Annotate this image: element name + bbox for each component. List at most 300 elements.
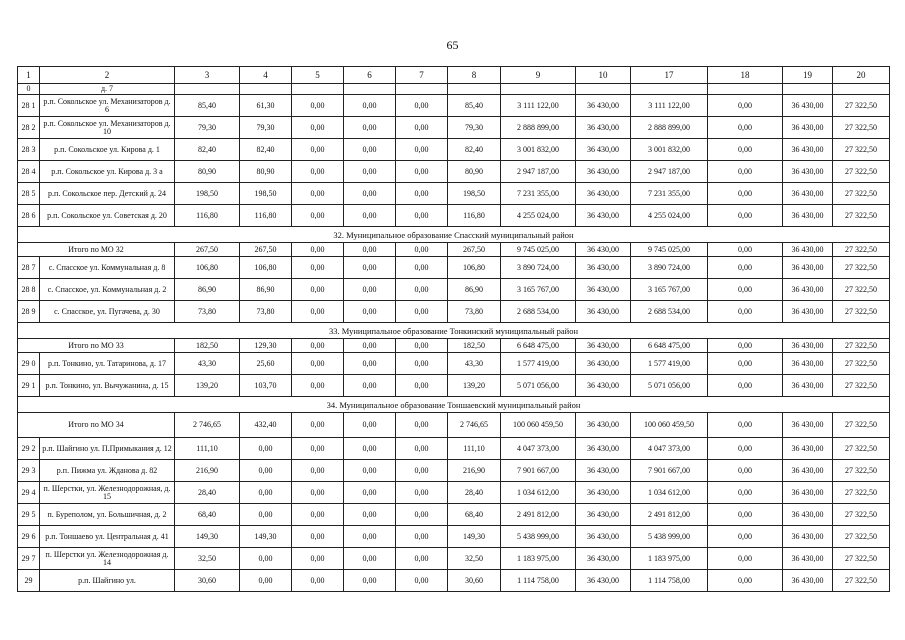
table-cell: 149,30 xyxy=(240,526,292,548)
table-cell: 36 430,00 xyxy=(576,353,631,375)
table-cell: 2 947 187,00 xyxy=(631,161,708,183)
table-cell: 6 648 475,00 xyxy=(501,339,576,353)
table-cell: 27 322,50 xyxy=(833,413,890,438)
table-cell: 86,90 xyxy=(240,279,292,301)
table-cell: 27 322,50 xyxy=(833,279,890,301)
table-cell: 27 322,50 xyxy=(833,460,890,482)
page-number: 65 xyxy=(446,38,459,52)
table-cell: 5 071 056,00 xyxy=(501,375,576,397)
table-cell: 1 577 419,00 xyxy=(631,353,708,375)
table-cell: 27 322,50 xyxy=(833,301,890,323)
table-cell: 0,00 xyxy=(240,548,292,570)
address-cell: р.п. Сокольское ул. Кирова д. 3 а xyxy=(40,161,175,183)
table-cell: 267,50 xyxy=(175,243,240,257)
table-cell: 36 430,00 xyxy=(576,161,631,183)
table-cell: 28,40 xyxy=(448,482,501,504)
address-cell: р.п. Шайгино ул. П.Примыкания д. 12 xyxy=(40,438,175,460)
table-cell: 36 430,00 xyxy=(576,301,631,323)
table-cell: 2 491 812,00 xyxy=(631,504,708,526)
row-index: 29 2 xyxy=(18,438,40,460)
table-cell: 0,00 xyxy=(344,301,396,323)
table-cell: 0,00 xyxy=(396,161,448,183)
table-cell xyxy=(833,84,890,95)
table-cell: 0,00 xyxy=(396,301,448,323)
table-cell: 0,00 xyxy=(292,243,344,257)
table-cell: 1 034 612,00 xyxy=(631,482,708,504)
table-row xyxy=(18,548,890,570)
table-cell: 32,50 xyxy=(448,548,501,570)
table-cell: 182,50 xyxy=(175,339,240,353)
table-cell: 4 255 024,00 xyxy=(501,205,576,227)
table-cell: 0,00 xyxy=(344,438,396,460)
table-cell: 36 430,00 xyxy=(576,95,631,117)
table-cell: 73,80 xyxy=(175,301,240,323)
table-cell: 27 322,50 xyxy=(833,375,890,397)
table-cell: 27 322,50 xyxy=(833,243,890,257)
table-cell: 36 430,00 xyxy=(783,460,833,482)
table-cell: 0,00 xyxy=(344,570,396,592)
table-cell: 27 322,50 xyxy=(833,339,890,353)
table-cell: 36 430,00 xyxy=(783,243,833,257)
table-cell: 1 114 758,00 xyxy=(501,570,576,592)
address-cell: р.п. Шайгино ул. xyxy=(40,570,175,592)
row-index: 29 6 xyxy=(18,526,40,548)
table-cell: 198,50 xyxy=(448,183,501,205)
table-cell: 2 746,65 xyxy=(175,413,240,438)
row-index: 28 5 xyxy=(18,183,40,205)
table-cell: 36 430,00 xyxy=(783,548,833,570)
table-cell: 61,30 xyxy=(240,95,292,117)
section-title: 32. Муниципальное образование Спасский муниципальный район xyxy=(18,227,890,243)
table-cell: 36 430,00 xyxy=(783,526,833,548)
table-cell xyxy=(448,84,501,95)
subtotal-row xyxy=(18,339,890,353)
table-cell: 0,00 xyxy=(708,95,783,117)
table-cell xyxy=(396,84,448,95)
table-row xyxy=(18,117,890,139)
table-cell: 30,60 xyxy=(175,570,240,592)
table-cell: 0,00 xyxy=(344,257,396,279)
table-cell: 27 322,50 xyxy=(833,438,890,460)
table-cell: 0,00 xyxy=(396,570,448,592)
table-cell: 0,00 xyxy=(708,139,783,161)
table-cell: 43,30 xyxy=(175,353,240,375)
table-cell: 0,00 xyxy=(708,205,783,227)
table-cell: 80,90 xyxy=(240,161,292,183)
table-cell: 0,00 xyxy=(708,548,783,570)
subtotal-label: Итого по МО 33 xyxy=(18,339,175,353)
table-cell: 79,30 xyxy=(240,117,292,139)
table-cell: 36 430,00 xyxy=(783,161,833,183)
address-cell: р.п. Сокольское ул. Советская д. 20 xyxy=(40,205,175,227)
table-cell: 36 430,00 xyxy=(576,205,631,227)
table-cell: 0,00 xyxy=(708,413,783,438)
table-cell: 9 745 025,00 xyxy=(631,243,708,257)
table-cell: 0,00 xyxy=(240,460,292,482)
table-cell: 0,00 xyxy=(396,526,448,548)
table-cell: 27 322,50 xyxy=(833,257,890,279)
table-cell: 0,00 xyxy=(292,95,344,117)
table-cell: 0,00 xyxy=(708,183,783,205)
table-cell: 2 746,65 xyxy=(448,413,501,438)
table-cell: 27 322,50 xyxy=(833,526,890,548)
table-cell: 0,00 xyxy=(344,548,396,570)
table-cell: 0,00 xyxy=(708,438,783,460)
row-index: 0 xyxy=(18,84,40,95)
table-cell: 27 322,50 xyxy=(833,504,890,526)
table-cell xyxy=(631,84,708,95)
table-cell: 36 430,00 xyxy=(783,183,833,205)
table-cell: 0,00 xyxy=(396,482,448,504)
table-row xyxy=(18,139,890,161)
table-cell: 36 430,00 xyxy=(783,95,833,117)
row-index: 29 xyxy=(18,570,40,592)
table-cell: 27 322,50 xyxy=(833,570,890,592)
table-cell: 36 430,00 xyxy=(783,117,833,139)
table-cell: 79,30 xyxy=(175,117,240,139)
table-row xyxy=(18,301,890,323)
table-cell: 25,60 xyxy=(240,353,292,375)
table-cell: 0,00 xyxy=(240,482,292,504)
table-cell: 0,00 xyxy=(708,375,783,397)
table-cell: 0,00 xyxy=(292,353,344,375)
table-cell: 5 438 999,00 xyxy=(631,526,708,548)
table-cell: 82,40 xyxy=(240,139,292,161)
table-cell: 4 047 373,00 xyxy=(631,438,708,460)
table-row xyxy=(18,504,890,526)
table-cell: 2 491 812,00 xyxy=(501,504,576,526)
table-cell: 198,50 xyxy=(240,183,292,205)
table-cell: 0,00 xyxy=(708,482,783,504)
column-header: 10 xyxy=(576,67,631,84)
column-header: 8 xyxy=(448,67,501,84)
table-cell: 0,00 xyxy=(708,504,783,526)
address-cell: д. 7 xyxy=(40,84,175,95)
table-cell: 36 430,00 xyxy=(783,339,833,353)
table-cell: 267,50 xyxy=(240,243,292,257)
row-index: 28 7 xyxy=(18,257,40,279)
table-cell: 36 430,00 xyxy=(783,139,833,161)
table-cell: 129,30 xyxy=(240,339,292,353)
table-cell: 0,00 xyxy=(708,460,783,482)
table-cell: 68,40 xyxy=(175,504,240,526)
table-cell: 0,00 xyxy=(344,526,396,548)
table-row xyxy=(18,526,890,548)
table-row xyxy=(18,570,890,592)
address-cell: р.п. Сокольское ул. Механизаторов д. 6 xyxy=(40,95,175,117)
table-cell: 32,50 xyxy=(175,548,240,570)
table-cell: 0,00 xyxy=(396,548,448,570)
table-cell: 103,70 xyxy=(240,375,292,397)
table-cell: 3 890 724,00 xyxy=(501,257,576,279)
table-cell: 0,00 xyxy=(292,205,344,227)
table-cell xyxy=(708,84,783,95)
table-cell: 5 071 056,00 xyxy=(631,375,708,397)
table-cell: 80,90 xyxy=(175,161,240,183)
table-cell: 36 430,00 xyxy=(576,526,631,548)
address-cell: р.п. Сокольское ул. Кирова д. 1 xyxy=(40,139,175,161)
table-cell: 3 165 767,00 xyxy=(631,279,708,301)
table-cell: 0,00 xyxy=(396,375,448,397)
address-cell: р.п. Тонкино, ул. Вычужанина, д. 15 xyxy=(40,375,175,397)
column-header: 18 xyxy=(708,67,783,84)
table-cell: 0,00 xyxy=(396,95,448,117)
table-cell: 36 430,00 xyxy=(783,413,833,438)
table-cell: 85,40 xyxy=(175,95,240,117)
table-cell: 4 255 024,00 xyxy=(631,205,708,227)
table-cell: 0,00 xyxy=(292,438,344,460)
table-cell: 1 577 419,00 xyxy=(501,353,576,375)
column-header: 9 xyxy=(501,67,576,84)
table-cell: 216,90 xyxy=(175,460,240,482)
table-cell: 116,80 xyxy=(175,205,240,227)
row-index: 28 4 xyxy=(18,161,40,183)
table-cell: 36 430,00 xyxy=(783,353,833,375)
table-cell: 36 430,00 xyxy=(576,243,631,257)
table-cell: 36 430,00 xyxy=(576,570,631,592)
table-cell: 0,00 xyxy=(344,339,396,353)
table-cell: 0,00 xyxy=(708,526,783,548)
table-cell: 0,00 xyxy=(344,95,396,117)
table-cell xyxy=(292,84,344,95)
table-cell: 106,80 xyxy=(240,257,292,279)
table-cell: 0,00 xyxy=(344,375,396,397)
table-cell: 27 322,50 xyxy=(833,205,890,227)
table-cell: 36 430,00 xyxy=(783,301,833,323)
table-cell: 0,00 xyxy=(240,504,292,526)
table-cell: 0,00 xyxy=(292,548,344,570)
table-cell: 100 060 459,50 xyxy=(631,413,708,438)
table-cell: 27 322,50 xyxy=(833,353,890,375)
table-cell: 216,90 xyxy=(448,460,501,482)
table-cell: 0,00 xyxy=(292,257,344,279)
table-row xyxy=(18,353,890,375)
column-header: 2 xyxy=(40,67,175,84)
address-cell: р.п. Тоншаево ул. Центральная д. 41 xyxy=(40,526,175,548)
table-cell: 7 231 355,00 xyxy=(631,183,708,205)
table-cell: 7 231 355,00 xyxy=(501,183,576,205)
table-cell: 182,50 xyxy=(448,339,501,353)
table-cell: 36 430,00 xyxy=(783,438,833,460)
table-cell: 0,00 xyxy=(292,375,344,397)
table-cell: 36 430,00 xyxy=(576,438,631,460)
table-cell: 0,00 xyxy=(396,438,448,460)
table-cell: 0,00 xyxy=(396,117,448,139)
table-cell: 3 111 122,00 xyxy=(631,95,708,117)
table-cell: 0,00 xyxy=(708,243,783,257)
table-cell: 0,00 xyxy=(396,413,448,438)
table-row xyxy=(18,482,890,504)
table-cell: 0,00 xyxy=(344,279,396,301)
table-cell: 36 430,00 xyxy=(576,504,631,526)
table-cell: 0,00 xyxy=(292,279,344,301)
table-cell: 3 890 724,00 xyxy=(631,257,708,279)
column-header: 19 xyxy=(783,67,833,84)
address-cell: р.п. Сокольское ул. Механизаторов д. 10 xyxy=(40,117,175,139)
table-cell: 0,00 xyxy=(292,139,344,161)
section-header-row xyxy=(18,227,890,243)
table-cell: 27 322,50 xyxy=(833,482,890,504)
table-cell: 0,00 xyxy=(344,183,396,205)
column-header: 7 xyxy=(396,67,448,84)
table-cell: 0,00 xyxy=(344,117,396,139)
housing-register-table xyxy=(17,66,890,592)
table-row xyxy=(18,183,890,205)
table-cell: 28,40 xyxy=(175,482,240,504)
address-cell: р.п. Тонкино, ул. Татаринова, д. 17 xyxy=(40,353,175,375)
address-cell: п. Шерстки ул. Железнодорожная д. 14 xyxy=(40,548,175,570)
table-cell: 2 688 534,00 xyxy=(501,301,576,323)
table-cell: 0,00 xyxy=(292,526,344,548)
row-index: 28 9 xyxy=(18,301,40,323)
table-cell: 149,30 xyxy=(175,526,240,548)
table-cell: 139,20 xyxy=(448,375,501,397)
section-title: 34. Муниципальное образование Тоншаевский муниципальный район xyxy=(18,397,890,413)
table-cell: 86,90 xyxy=(448,279,501,301)
table-cell: 0,00 xyxy=(292,117,344,139)
table-row xyxy=(18,375,890,397)
table-cell: 73,80 xyxy=(448,301,501,323)
row-index: 28 1 xyxy=(18,95,40,117)
row-index: 28 6 xyxy=(18,205,40,227)
table-cell xyxy=(501,84,576,95)
table-cell: 0,00 xyxy=(344,243,396,257)
table-cell: 27 322,50 xyxy=(833,139,890,161)
table-cell: 1 183 975,00 xyxy=(501,548,576,570)
column-header: 17 xyxy=(631,67,708,84)
table-cell: 0,00 xyxy=(396,460,448,482)
table-cell: 27 322,50 xyxy=(833,117,890,139)
table-cell: 0,00 xyxy=(344,482,396,504)
table-cell: 0,00 xyxy=(396,243,448,257)
row-index: 28 3 xyxy=(18,139,40,161)
table-cell: 36 430,00 xyxy=(576,117,631,139)
table-cell: 27 322,50 xyxy=(833,548,890,570)
table-cell: 0,00 xyxy=(292,339,344,353)
column-header: 1 xyxy=(18,67,40,84)
table-cell: 36 430,00 xyxy=(576,375,631,397)
table-cell: 0,00 xyxy=(292,570,344,592)
address-cell: р.п. Сокольское пер. Детский д. 24 xyxy=(40,183,175,205)
table-cell: 0,00 xyxy=(708,570,783,592)
table-cell: 0,00 xyxy=(344,205,396,227)
table-cell: 3 111 122,00 xyxy=(501,95,576,117)
table-cell: 0,00 xyxy=(240,570,292,592)
table-cell: 36 430,00 xyxy=(576,139,631,161)
table-cell: 27 322,50 xyxy=(833,161,890,183)
table-cell: 36 430,00 xyxy=(576,279,631,301)
table-cell xyxy=(240,84,292,95)
row-index: 29 1 xyxy=(18,375,40,397)
table-cell: 267,50 xyxy=(448,243,501,257)
table-row xyxy=(18,257,890,279)
section-header-row xyxy=(18,323,890,339)
table-cell: 0,00 xyxy=(708,117,783,139)
row-index: 29 3 xyxy=(18,460,40,482)
table-cell: 36 430,00 xyxy=(576,460,631,482)
table-cell: 3 001 832,00 xyxy=(631,139,708,161)
table-cell: 1 114 758,00 xyxy=(631,570,708,592)
table-header-row xyxy=(18,67,890,84)
table-cell: 36 430,00 xyxy=(783,504,833,526)
subtotal-row xyxy=(18,413,890,438)
table-row xyxy=(18,460,890,482)
address-cell: п. Буреполом, ул. Большичная, д. 2 xyxy=(40,504,175,526)
row-index: 28 8 xyxy=(18,279,40,301)
table-cell: 0,00 xyxy=(292,301,344,323)
section-header-row xyxy=(18,397,890,413)
table-cell: 36 430,00 xyxy=(783,257,833,279)
column-header: 3 xyxy=(175,67,240,84)
table-cell: 36 430,00 xyxy=(576,413,631,438)
table-cell: 0,00 xyxy=(396,279,448,301)
table-cell: 149,30 xyxy=(448,526,501,548)
table-cell: 2 947 187,00 xyxy=(501,161,576,183)
table-cell xyxy=(344,84,396,95)
table-cell: 198,50 xyxy=(175,183,240,205)
table-cell: 30,60 xyxy=(448,570,501,592)
table-cell: 1 034 612,00 xyxy=(501,482,576,504)
table-cell: 100 060 459,50 xyxy=(501,413,576,438)
table-cell: 4 047 373,00 xyxy=(501,438,576,460)
table-cell xyxy=(175,84,240,95)
table-row xyxy=(18,205,890,227)
table-cell: 86,90 xyxy=(175,279,240,301)
table-cell: 7 901 667,00 xyxy=(631,460,708,482)
column-header: 4 xyxy=(240,67,292,84)
table-cell: 0,00 xyxy=(344,139,396,161)
table-cell: 116,80 xyxy=(448,205,501,227)
table-cell: 2 888 899,00 xyxy=(631,117,708,139)
table-cell: 43,30 xyxy=(448,353,501,375)
table-cell: 0,00 xyxy=(292,504,344,526)
subtotal-row xyxy=(18,243,890,257)
table-cell: 111,10 xyxy=(448,438,501,460)
table-cell: 432,40 xyxy=(240,413,292,438)
table-cell: 0,00 xyxy=(396,504,448,526)
table-cell: 5 438 999,00 xyxy=(501,526,576,548)
table-cell: 73,80 xyxy=(240,301,292,323)
table-cell xyxy=(576,84,631,95)
table-cell: 3 165 767,00 xyxy=(501,279,576,301)
table-row xyxy=(18,95,890,117)
table-cell: 0,00 xyxy=(396,339,448,353)
table-cell: 68,40 xyxy=(448,504,501,526)
table-cell: 139,20 xyxy=(175,375,240,397)
table-cell: 0,00 xyxy=(708,257,783,279)
table-row xyxy=(18,438,890,460)
address-cell: с. Спасское, ул. Коммунальная д. 2 xyxy=(40,279,175,301)
table-cell: 36 430,00 xyxy=(576,548,631,570)
table-row xyxy=(18,161,890,183)
table-cell: 0,00 xyxy=(708,161,783,183)
table-cell: 0,00 xyxy=(396,257,448,279)
table-cell: 36 430,00 xyxy=(783,205,833,227)
row-index: 29 4 xyxy=(18,482,40,504)
table-cell: 0,00 xyxy=(292,482,344,504)
table-cell: 0,00 xyxy=(708,301,783,323)
table-cell: 79,30 xyxy=(448,117,501,139)
table-cell: 0,00 xyxy=(292,413,344,438)
row-index: 29 0 xyxy=(18,353,40,375)
table-cell: 85,40 xyxy=(448,95,501,117)
table-cell: 36 430,00 xyxy=(783,375,833,397)
address-cell: р.п. Пижма ул. Жданова д. 82 xyxy=(40,460,175,482)
section-title: 33. Муниципальное образование Тонкинский муниципальный район xyxy=(18,323,890,339)
table-cell: 0,00 xyxy=(344,353,396,375)
table-cell: 106,80 xyxy=(175,257,240,279)
table-cell: 36 430,00 xyxy=(576,339,631,353)
